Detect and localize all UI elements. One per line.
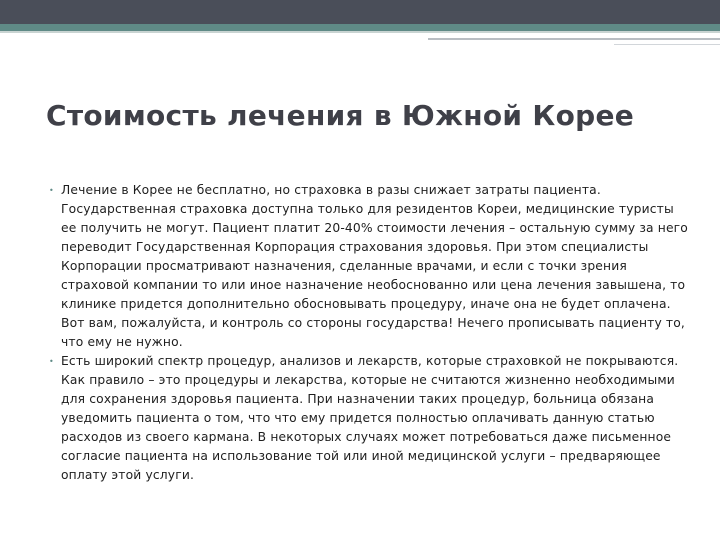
bullet-text: Лечение в Корее не бесплатно, но страховка в разы снижает затраты пациента. Государственная страховка доступна только для резидентов Кореи, медицинские туристы ее получить не могут. Пациент платит 20-40% стоимости лечения – остальную сумму за него переводит Государственная Корпорация страхования здоровья. При этом специалисты Корпорации просматривают назначения, сделанные врачами, и если с точки зрения страховой компании то или иное назначение необоснованно или цена лечения завышена, то клинике придется дополнительно обосновывать процедуру, иначе она не будет оплачена. Вот вам, пожалуйста, и контроль со стороны государства! Нечего прописывать пациенту то, что ему не нужно. (61, 183, 688, 349)
bullet-text: Есть широкий спектр процедур, анализов и лекарств, которые страховкой не покрываются. Как правило – это процедуры и лекарства, которые не считаются жизненно необходимыми для сохранения здоровья пациента. При назначении таких процедур, больница обязана уведомить пациента о том, что что ему придется полностью оплачивать данную статью расходов из своего кармана. В некоторых случаях может потребоваться даже письменное согласие пациента на использование той или иной медицинской услуги – предваряющее оплату этой услуги. (61, 354, 679, 482)
bullet-item (49, 181, 689, 352)
bullet-list (49, 181, 689, 485)
bullet-item (49, 352, 689, 485)
bullet-dot-icon: • (49, 186, 54, 195)
header-bar-shadow (0, 31, 720, 33)
header-bar-dark (0, 0, 720, 24)
decorative-line-short (614, 44, 720, 45)
decorative-line (428, 38, 720, 40)
slide-title: Стоимость лечения в Южной Корее (46, 99, 635, 132)
bullet-dot-icon: • (49, 357, 54, 366)
header-bar-accent (0, 24, 720, 31)
